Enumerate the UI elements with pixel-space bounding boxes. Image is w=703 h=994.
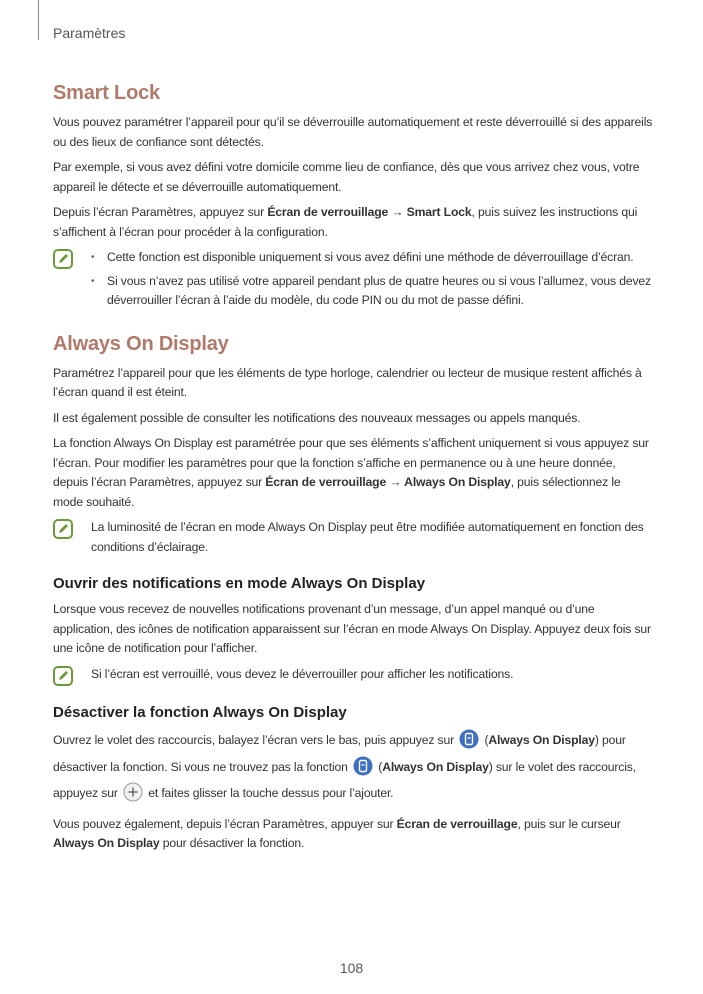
- note-block: [53, 518, 653, 557]
- menu-path-lock-screen: Écran de verrouillage: [265, 475, 387, 489]
- note-pencil-icon: [53, 519, 73, 544]
- menu-path-lock-screen: Écran de verrouillage: [267, 205, 389, 219]
- always-on-display-label: Always On Display: [488, 733, 595, 747]
- text-run: Vous pouvez également, depuis l’écran Paramètres, appuyer sur: [53, 816, 397, 831]
- text-run: , puis sélectionnez le mode souhaité.: [53, 475, 621, 509]
- text-run: Ouvrez le volet des raccourcis, balayez l’écran vers le bas, puis appuyez sur: [53, 733, 458, 747]
- note-list: [91, 248, 653, 311]
- subsection-title-open-notifications: Ouvrir des notifications en mode Always On Display: [53, 575, 426, 592]
- note-pencil-icon: [53, 249, 73, 274]
- text-run: ) sur le volet des raccourcis, appuyez sur: [53, 759, 636, 800]
- always-on-display-label: Always On Display: [53, 836, 160, 850]
- section-smart-lock: [53, 82, 653, 311]
- aod-paragraph-2: Il est également possible de consulter les notifications des nouveaux messages ou appels manqués.: [53, 410, 581, 425]
- text-run: Depuis l’écran Paramètres, appuyez sur: [53, 205, 268, 219]
- disable-paragraph-1: [53, 729, 653, 809]
- running-header: Paramètres: [53, 25, 126, 41]
- aod-paragraph-3: [53, 434, 653, 512]
- note-block: [53, 248, 653, 311]
- section-title-always-on-display: Always On Display: [53, 332, 229, 355]
- add-plus-icon: [123, 782, 143, 809]
- smart-lock-paragraph-1: Vous pouvez paramétrer l’appareil pour qu’il se déverrouille automatiquement et reste déverrouillé si des appareils ou des lieux de confiance sont détectés.: [53, 115, 653, 149]
- text-run: , puis suivez les instructions qui s’affichent à l’écran pour procéder à la configuration.: [53, 205, 638, 239]
- header-rule: [38, 0, 39, 40]
- page-content: [53, 82, 653, 860]
- note-item: • Si vous n’avez pas utilisé votre appareil pendant plus de quatre heures ou si vous l’allumez, vous devez déverrouiller l’écran à l’aide du modèle, du code PIN ou du mot de passe défini.: [107, 272, 653, 311]
- subsection-title-disable-aod: Désactiver la fonction Always On Display: [53, 704, 347, 721]
- menu-path-arrow: →: [386, 475, 405, 489]
- text-run: , puis sur le curseur: [517, 816, 621, 831]
- disable-paragraph-2: [53, 815, 653, 854]
- note-pencil-icon: [53, 666, 73, 691]
- note-item: • Cette fonction est disponible uniquement si vous avez défini une méthode de déverrouillage d’écran.: [107, 248, 653, 268]
- aod-paragraph-1: Paramétrez l’appareil pour que les éléments de type horloge, calendrier ou lecteur de musique restent affichés à l’écran quand il est éteint.: [53, 365, 642, 399]
- menu-path-lock-screen: Écran de verrouillage: [396, 816, 518, 831]
- menu-path-smart-lock: Smart Lock: [406, 205, 472, 219]
- text-run: (: [481, 733, 489, 747]
- note-text: Si l’écran est verrouillé, vous devez le déverrouiller pour afficher les notifications.: [91, 666, 514, 681]
- always-on-display-icon: [353, 756, 373, 783]
- section-title-smart-lock: Smart Lock: [53, 82, 160, 104]
- menu-path-arrow: →: [388, 205, 407, 219]
- always-on-display-label: Always On Display: [382, 759, 489, 774]
- text-run: (: [375, 759, 383, 774]
- note-block: [53, 665, 653, 685]
- smart-lock-paragraph-2: Par exemple, si vous avez défini votre domicile comme lieu de confiance, dès que vous arrivez chez vous, votre appareil le détecte et se déverrouille automatiquement.: [53, 160, 640, 194]
- menu-path-always-on-display: Always On Display: [404, 475, 511, 489]
- note-text: La luminosité de l’écran en mode Always On Display peut être modifiée automatiquement en fonction des conditions d’éclairage.: [91, 520, 644, 554]
- section-always-on-display: [53, 333, 653, 854]
- page-number: 108: [339, 960, 364, 976]
- text-run: ) pour désactiver la fonction. Si vous ne trouvez pas la fonction: [53, 733, 626, 774]
- smart-lock-paragraph-3: [53, 203, 653, 242]
- open-notif-paragraph-1: Lorsque vous recevez de nouvelles notifications provenant d’un message, d’un appel manqué ou d’une application, des icônes de notification apparaissent sur l’écran en mode Always On Display. Appuyez deux fois sur une icône de notification pour l’afficher.: [53, 602, 651, 655]
- text-run: La fonction Always On Display est paramétrée pour que ses éléments s’affichent uniquement si vous appuyez sur l’écran. Pour modifier les paramètres pour que la fonction s’affiche en permanence ou à une heure donnée, depuis l’écran Paramètres, appuyez sur: [53, 436, 649, 489]
- text-run: et faites glisser la touche dessus pour l’ajouter.: [144, 786, 394, 800]
- text-run: pour désactiver la fonction.: [159, 836, 305, 850]
- always-on-display-icon: [459, 729, 479, 756]
- subsection-disable-aod: [53, 704, 653, 854]
- subsection-open-notifications: [53, 575, 653, 684]
